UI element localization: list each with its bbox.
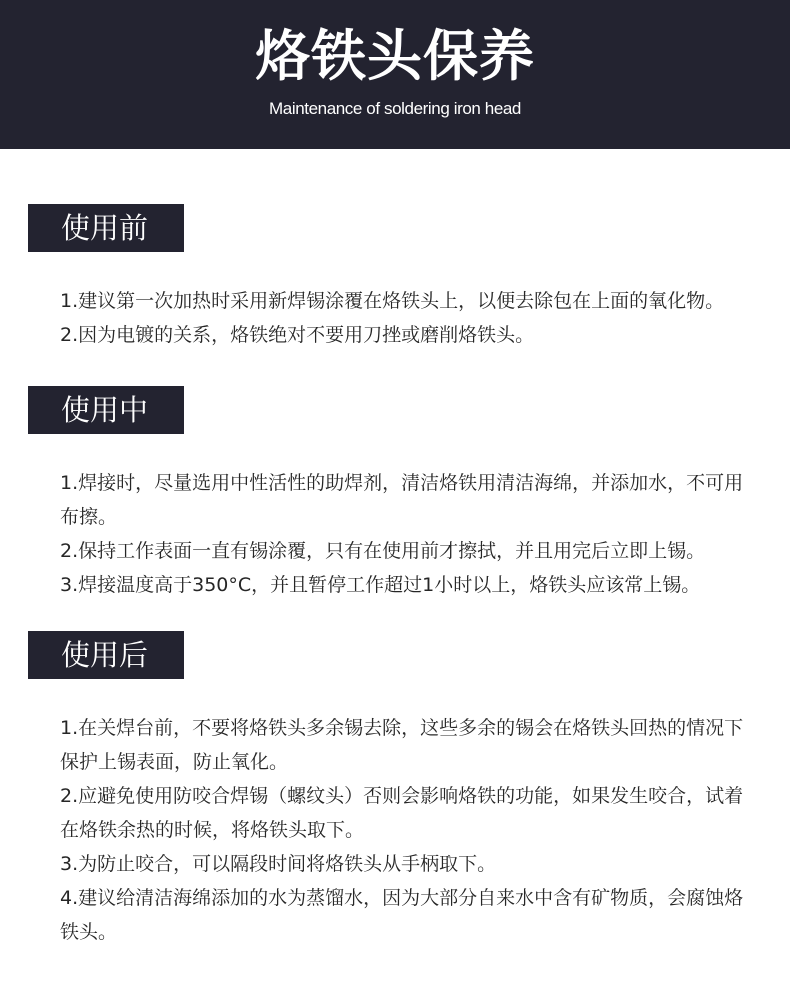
- list-item: 1.焊接时，尽量选用中性活性的助焊剂，清洁烙铁用清洁海绵，并添加水，不可用布擦。: [60, 472, 744, 528]
- item-list: [60, 284, 744, 352]
- list-item: 2.因为电镀的关系，烙铁绝对不要用刀挫或磨削烙铁头。: [60, 324, 535, 346]
- item-list: [60, 466, 744, 602]
- list-item: 3.焊接温度高于350°C，并且暂停工作超过1小时以上，烙铁头应该常上锡。: [60, 574, 701, 596]
- list-item: 1.建议第一次加热时采用新焊锡涂覆在烙铁头上，以便去除包在上面的氧化物。: [60, 290, 725, 312]
- section-label: 使用后: [28, 631, 184, 679]
- item-list: [60, 711, 744, 949]
- page-subtitle: Maintenance of soldering iron head: [269, 99, 521, 118]
- list-item: 2.保持工作表面一直有锡涂覆，只有在使用前才擦拭，并且用完后立即上锡。: [60, 540, 706, 562]
- section-label: 使用中: [28, 386, 184, 434]
- page-title: 烙铁头保养: [254, 24, 535, 88]
- list-item: 1.在关焊台前，不要将烙铁头多余锡去除，这些多余的锡会在烙铁头回热的情况下保护上锡表面，防止氧化。: [60, 717, 744, 773]
- list-item: 3.为防止咬合，可以隔段时间将烙铁头从手柄取下。: [60, 853, 497, 875]
- list-item: 4.建议给清洁海绵添加的水为蒸馏水，因为大部分自来水中含有矿物质，会腐蚀烙铁头。: [60, 887, 744, 943]
- section-label: 使用前: [28, 204, 184, 252]
- header-banner: [0, 0, 790, 149]
- list-item: 2.应避免使用防咬合焊锡（螺纹头）否则会影响烙铁的功能，如果发生咬合，试着在烙铁余热的时候，将烙铁头取下。: [60, 785, 744, 841]
